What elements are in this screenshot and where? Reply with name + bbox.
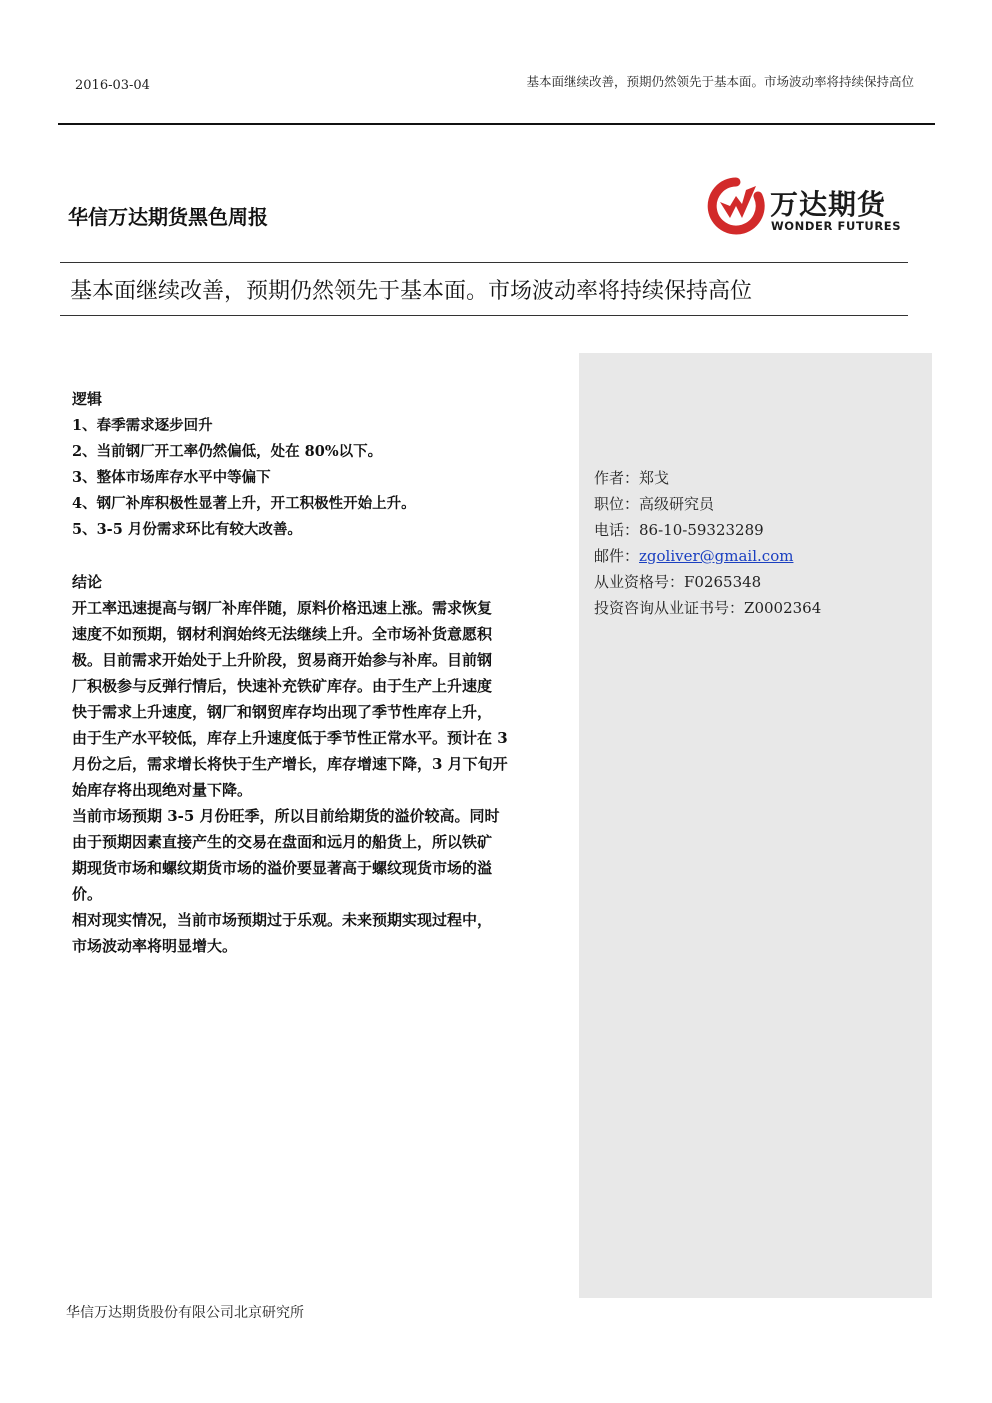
conclusion-line: 极。目前需求开始处于上升阶段，贸易商开始参与补库。目前钢	[72, 651, 493, 669]
email-line	[594, 545, 793, 566]
conclusion-line: 相对现实情况，当前市场预期过于乐观。未来预期实现过程中，	[72, 911, 493, 929]
logic-item: 3、整体市场库存水平中等偏下	[72, 469, 271, 486]
author-line	[594, 467, 669, 488]
headline-top-rule	[60, 262, 908, 263]
headline-bottom-rule	[60, 315, 908, 316]
headline: 基本面继续改善，预期仍然领先于基本面。市场波动率将持续保持高位	[70, 279, 753, 304]
report-date: 2016-03-04	[75, 78, 150, 93]
conclusion-line: 当前市场预期 3-5 月份旺季，所以目前给期货的溢价较高。同时	[72, 807, 500, 825]
author-name: 郑戈	[639, 469, 670, 487]
advisory-label: 投资咨询从业证书号：	[594, 599, 745, 617]
logic-item: 4、钢厂补库积极性显著上升，开工积极性开始上升。	[72, 495, 416, 512]
conclusion-line: 开工率迅速提高与钢厂补库伴随，原料价格迅速上涨。需求恢复	[72, 599, 493, 617]
conclusion-line: 期现货市场和螺纹期货市场的溢价要显著高于螺纹现货市场的溢	[72, 859, 493, 877]
conclusion-line: 由于预期因素直接产生的交易在盘面和远月的船货上，所以铁矿	[72, 833, 493, 851]
conclusion-line: 速度不如预期，钢材利润始终无法继续上升。全市场补货意愿积	[72, 625, 493, 643]
logo-mark-icon	[706, 176, 766, 236]
position-line	[594, 493, 714, 514]
logo-name-cn: 万达期货	[770, 188, 887, 221]
conclusion-line: 由于生产水平较低，库存上升速度低于季节性正常水平。预计在 3	[72, 729, 508, 747]
logic-item: 2、当前钢厂开工率仍然偏低，处在 80%以下。	[72, 443, 383, 460]
phone-line	[594, 519, 764, 540]
logic-item: 5、3-5 月份需求环比有较大改善。	[72, 521, 302, 538]
conclusion-line: 市场波动率将明显增大。	[72, 937, 238, 955]
logo-name-en: WONDER FUTURES	[771, 219, 902, 233]
phone-label: 电话：	[594, 521, 640, 539]
conclusion-line: 价。	[72, 885, 103, 903]
conclusion-line: 始库存将出现绝对量下降。	[72, 781, 253, 799]
phone-value: 86-10-59323289	[639, 521, 764, 539]
license-label: 从业资格号：	[594, 573, 685, 591]
conclusion-title: 结论	[72, 573, 103, 591]
position-label: 职位：	[594, 495, 640, 513]
conclusion-line: 月份之后，需求增长将快于生产增长，库存增速下降，3 月下旬开	[72, 755, 508, 773]
license-value: F0265348	[684, 573, 762, 591]
header-divider	[58, 123, 935, 125]
report-title: 华信万达期货黑色周报	[68, 205, 268, 229]
advisory-line	[594, 597, 821, 618]
email-link[interactable]: zgoliver@gmail.com	[639, 547, 794, 565]
header-subtitle: 基本面继续改善，预期仍然领先于基本面。市场波动率将持续保持高位	[526, 74, 914, 89]
position-value: 高级研究员	[639, 495, 715, 513]
footer-institution: 华信万达期货股份有限公司北京研究所	[66, 1305, 304, 1321]
conclusion-line: 快于需求上升速度，钢厂和钢贸库存均出现了季节性库存上升，	[72, 703, 493, 721]
conclusion-line: 厂积极参与反弹行情后，快速补充铁矿库存。由于生产上升速度	[72, 677, 493, 695]
logic-title: 逻辑	[72, 390, 103, 408]
email-label: 邮件：	[594, 547, 640, 565]
license-line	[594, 571, 761, 592]
author-label: 作者：	[594, 469, 640, 487]
advisory-value: Z0002364	[744, 599, 822, 617]
logic-item: 1、春季需求逐步回升	[72, 417, 213, 434]
